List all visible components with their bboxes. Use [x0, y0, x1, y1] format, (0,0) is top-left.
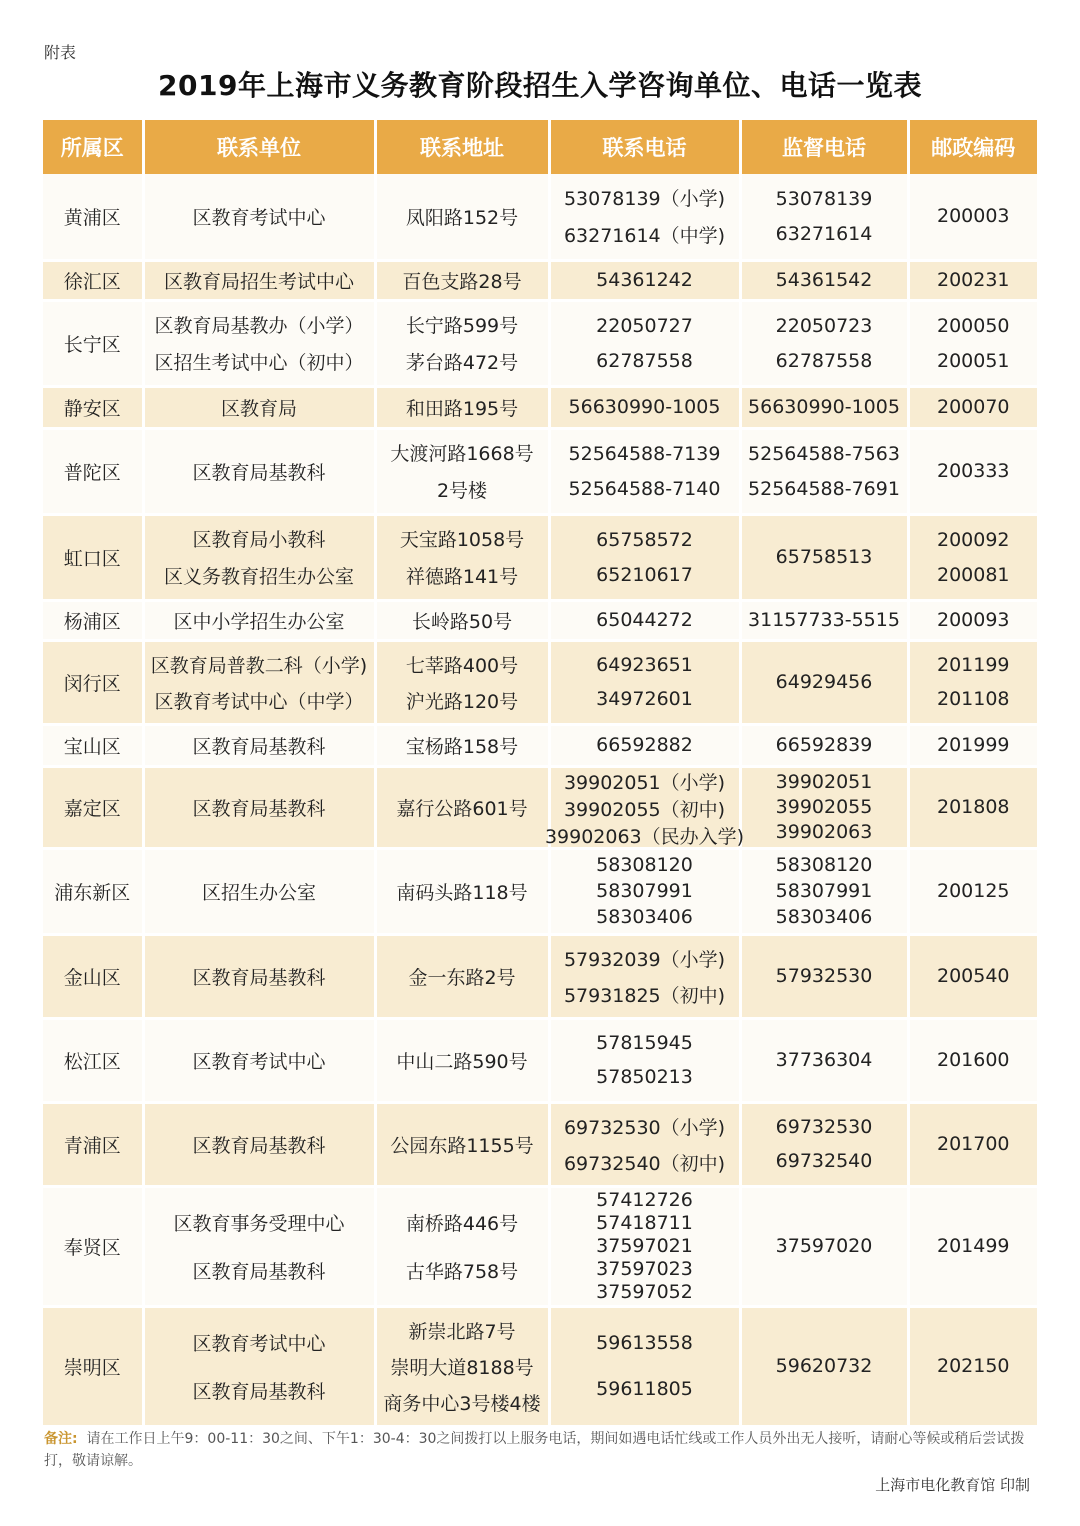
- address-cell: [375, 766, 549, 848]
- postcode-cell: [908, 724, 1037, 766]
- district-cell-text: 徐汇区: [63, 270, 121, 293]
- supervision-phone-cell-text: 22050723: [775, 314, 873, 337]
- supervision-phone-cell-text: 31157733-5515: [748, 609, 900, 631]
- unit-cell-text: 区教育局基教科: [192, 1380, 326, 1403]
- postcode-cell-text: 200051: [936, 349, 1010, 372]
- supervision-phone-cell-text: 58308120: [775, 853, 873, 876]
- address-cell-text: 嘉行公路601号: [396, 797, 528, 820]
- phone-cell-text: 58308120: [596, 853, 693, 876]
- postcode-cell-text: 201808: [936, 796, 1010, 818]
- table-row: [43, 514, 1037, 600]
- unit-cell-text: 区教育局小教科: [192, 529, 326, 552]
- phone-cell-text: 22050727: [596, 314, 693, 337]
- unit-cell: [143, 848, 375, 934]
- phone-cell-text: 39902051（小学): [563, 771, 726, 794]
- phone-cell: [544, 766, 745, 848]
- unit-cell-text: 区教育局基教科: [192, 1260, 326, 1283]
- address-cell: [375, 600, 549, 640]
- district-cell: [43, 848, 143, 934]
- postcode-cell-text: 200125: [936, 880, 1010, 902]
- phone-cell: [549, 386, 740, 428]
- address-cell-text: 茅台路472号: [405, 351, 519, 374]
- postcode-cell: [908, 934, 1037, 1018]
- postcode-cell: [908, 1306, 1037, 1426]
- postcode-cell-text: 200070: [936, 396, 1010, 418]
- table-row: [43, 934, 1037, 1018]
- district-cell: [43, 174, 143, 260]
- supervision-phone-cell: [740, 724, 908, 766]
- phone-cell-text: 34972601: [596, 688, 693, 711]
- supervision-phone-cell: [740, 848, 908, 934]
- supervision-phone-cell: [740, 260, 908, 300]
- phone-cell-text: 37597023: [596, 1258, 693, 1281]
- postcode-cell-text: 200231: [936, 269, 1010, 291]
- supervision-phone-cell-text: 54361542: [775, 269, 873, 291]
- supervision-phone-cell-text: 52564588-7691: [748, 477, 900, 500]
- supervision-phone-cell-text: 37736304: [775, 1049, 873, 1071]
- table-row: [43, 724, 1037, 766]
- address-cell-text: 古华路758号: [405, 1260, 519, 1283]
- postcode-cell-text: 202150: [936, 1355, 1010, 1377]
- unit-cell: [143, 514, 375, 600]
- supervision-phone-cell-text: 64929456: [775, 671, 873, 693]
- address-cell: [375, 514, 549, 600]
- phone-cell: [549, 428, 740, 514]
- footnote-label: 备注:: [44, 1431, 78, 1447]
- unit-cell-text: 区教育局招生考试中心: [163, 270, 354, 293]
- phone-cell-text: 59611805: [596, 1378, 693, 1401]
- supervision-phone-cell-text: 69732540: [775, 1150, 873, 1173]
- phone-cell-text: 52564588-7140: [568, 477, 721, 500]
- phone-cell-text: 65210617: [596, 563, 693, 586]
- unit-cell: [143, 1306, 375, 1426]
- unit-cell-text: 区教育局基教科: [192, 735, 326, 758]
- supervision-phone-cell: [740, 600, 908, 640]
- postcode-cell-text: 201700: [936, 1133, 1010, 1155]
- supervision-phone-cell-text: 56630990-1005: [748, 396, 900, 418]
- address-cell-text: 祥德路141号: [405, 565, 519, 588]
- phone-cell-text: 65758572: [596, 528, 693, 551]
- supervision-phone-cell-text: 69732530: [775, 1115, 873, 1138]
- postcode-cell: [908, 428, 1037, 514]
- table-row: [43, 260, 1037, 300]
- phone-cell-text: 64923651: [596, 653, 693, 676]
- postcode-cell: [908, 640, 1037, 724]
- supervision-phone-cell-text: 39902051: [775, 770, 873, 793]
- unit-cell-text: 区义务教育招生办公室: [163, 565, 354, 588]
- unit-cell: [143, 260, 375, 300]
- unit-cell: [143, 934, 375, 1018]
- supervision-phone-cell-text: 62787558: [775, 349, 873, 372]
- district-cell: [43, 1102, 143, 1186]
- postcode-cell: [908, 766, 1037, 848]
- supervision-phone-cell: [740, 1186, 908, 1306]
- unit-cell-text: 区教育局基教办（小学）: [154, 315, 364, 338]
- phone-cell-text: 53078139（小学): [563, 188, 726, 211]
- unit-cell: [143, 1018, 375, 1102]
- address-cell-text: 崇明大道8188号: [390, 1356, 534, 1379]
- unit-cell-text: 区教育考试中心: [192, 206, 326, 229]
- phone-cell: [549, 514, 740, 600]
- unit-cell-text: 区中小学招生办公室: [173, 610, 345, 633]
- supervision-phone-cell: [740, 300, 908, 386]
- supervision-phone-cell-text: 58303406: [775, 906, 873, 929]
- postcode-cell: [908, 386, 1037, 428]
- postcode-cell: [908, 514, 1037, 600]
- table-row: [43, 428, 1037, 514]
- header-supervision-phone: 监督电话: [740, 120, 908, 174]
- appendix-label: 附表: [44, 43, 77, 62]
- phone-cell-text: 39902063（民办入学): [544, 825, 745, 848]
- unit-cell: [143, 386, 375, 428]
- postcode-cell: [908, 260, 1037, 300]
- district-cell: [43, 600, 143, 640]
- supervision-phone-cell: [740, 1306, 908, 1426]
- unit-cell: [143, 640, 375, 724]
- phone-cell: [549, 260, 740, 300]
- supervision-phone-cell-text: 52564588-7563: [748, 442, 900, 465]
- supervision-phone-cell: [740, 428, 908, 514]
- postcode-cell-text: 200540: [936, 965, 1010, 987]
- table-row: [43, 600, 1037, 640]
- contact-table: [43, 120, 1037, 1428]
- unit-cell-text: 区教育局普教二科（小学): [150, 654, 368, 677]
- address-cell: [375, 386, 549, 428]
- district-cell: [43, 386, 143, 428]
- table-row: [43, 1186, 1037, 1306]
- address-cell-text: 凤阳路152号: [405, 206, 519, 229]
- postcode-cell: [908, 174, 1037, 260]
- district-cell-text: 金山区: [63, 966, 121, 989]
- postcode-cell-text: 200092: [936, 528, 1010, 551]
- district-cell: [43, 766, 143, 848]
- supervision-phone-cell-text: 39902055: [775, 796, 873, 818]
- supervision-phone-cell: [740, 640, 908, 724]
- unit-cell-text: 区教育考试中心（中学）: [154, 690, 364, 713]
- district-cell: [43, 1018, 143, 1102]
- phone-cell: [549, 1018, 740, 1102]
- unit-cell: [143, 1186, 375, 1306]
- unit-cell: [143, 174, 375, 260]
- unit-cell-text: 区教育局基教科: [192, 797, 326, 820]
- phone-cell-text: 59613558: [596, 1331, 693, 1354]
- district-cell: [43, 1306, 143, 1426]
- supervision-phone-cell: [740, 386, 908, 428]
- address-cell-text: 金一东路2号: [408, 966, 516, 989]
- unit-cell-text: 区招生考试中心（初中）: [154, 351, 364, 374]
- postcode-cell-text: 201199: [936, 653, 1010, 676]
- header-address: 联系地址: [375, 120, 549, 174]
- postcode-cell: [908, 1102, 1037, 1186]
- phone-cell-text: 65044272: [596, 609, 693, 631]
- address-cell: [375, 848, 549, 934]
- phone-cell-text: 54361242: [596, 269, 693, 291]
- district-cell-text: 奉贤区: [63, 1236, 121, 1259]
- district-cell: [43, 514, 143, 600]
- address-cell: [375, 1306, 549, 1426]
- table-row: [43, 1306, 1037, 1426]
- postcode-cell: [908, 1186, 1037, 1306]
- phone-cell: [549, 724, 740, 766]
- district-cell-text: 黄浦区: [63, 206, 121, 229]
- address-cell: [375, 300, 549, 386]
- page-title: 2019年上海市义务教育阶段招生入学咨询单位、电话一览表: [158, 69, 922, 102]
- unit-cell: [143, 1102, 375, 1186]
- phone-cell-text: 69732540（初中): [563, 1152, 726, 1175]
- supervision-phone-cell: [740, 1102, 908, 1186]
- unit-cell-text: 区教育局基教科: [192, 1134, 326, 1157]
- address-cell-text: 公园东路1155号: [390, 1134, 534, 1157]
- postcode-cell: [908, 300, 1037, 386]
- address-cell: [375, 260, 549, 300]
- supervision-phone-cell: [740, 514, 908, 600]
- district-cell-text: 闵行区: [63, 672, 121, 695]
- postcode-cell-text: 200050: [936, 314, 1010, 337]
- unit-cell-text: 区教育考试中心: [192, 1050, 326, 1073]
- address-cell-text: 长宁路599号: [405, 315, 519, 338]
- address-cell: [375, 1186, 549, 1306]
- table-row: [43, 848, 1037, 934]
- address-cell-text: 百色支路28号: [402, 270, 522, 293]
- district-cell-text: 长宁区: [63, 333, 121, 356]
- postcode-cell-text: 201499: [936, 1235, 1010, 1257]
- unit-cell-text: 区教育局基教科: [192, 966, 326, 989]
- printer-credit: 上海市电化教育馆 印制: [875, 1476, 1030, 1494]
- supervision-phone-cell: [740, 934, 908, 1018]
- header-unit: 联系单位: [143, 120, 375, 174]
- phone-cell-text: 58307991: [596, 880, 693, 902]
- phone-cell-text: 62787558: [596, 349, 693, 372]
- phone-cell: [549, 600, 740, 640]
- unit-cell-text: 区招生办公室: [201, 881, 316, 904]
- phone-cell-text: 37597052: [596, 1281, 693, 1304]
- footnote: [44, 1428, 1036, 1472]
- district-cell: [43, 300, 143, 386]
- phone-cell-text: 57418711: [596, 1211, 693, 1234]
- postcode-cell-text: 200093: [936, 609, 1010, 631]
- address-cell-text: 南桥路446号: [405, 1212, 519, 1235]
- table-row: [43, 640, 1037, 724]
- unit-cell: [143, 724, 375, 766]
- district-cell-text: 松江区: [63, 1050, 121, 1073]
- phone-cell-text: 52564588-7139: [568, 442, 721, 465]
- phone-cell-text: 58303406: [596, 906, 693, 929]
- address-cell-text: 天宝路1058号: [399, 529, 525, 552]
- district-cell-text: 青浦区: [63, 1134, 121, 1157]
- district-cell-text: 嘉定区: [63, 797, 121, 820]
- unit-cell-text: 区教育考试中心: [192, 1332, 326, 1355]
- address-cell-text: 大渡河路1668号: [390, 443, 534, 466]
- address-cell-text: 长岭路50号: [411, 610, 513, 633]
- address-cell: [375, 724, 549, 766]
- phone-cell: [549, 1102, 740, 1186]
- district-cell: [43, 724, 143, 766]
- phone-cell-text: 56630990-1005: [568, 396, 721, 418]
- district-cell: [43, 428, 143, 514]
- phone-cell-text: 63271614（中学): [563, 225, 726, 248]
- phone-cell-text: 57412726: [596, 1188, 693, 1211]
- supervision-phone-cell-text: 53078139: [775, 187, 873, 210]
- phone-cell: [549, 300, 740, 386]
- address-cell: [375, 1018, 549, 1102]
- supervision-phone-cell-text: 37597020: [775, 1235, 873, 1257]
- district-cell: [43, 260, 143, 300]
- postcode-cell-text: 201999: [936, 734, 1010, 756]
- supervision-phone-cell-text: 39902063: [775, 821, 873, 844]
- unit-cell: [143, 300, 375, 386]
- postcode-cell-text: 201108: [936, 688, 1010, 711]
- phone-cell: [549, 934, 740, 1018]
- district-cell: [43, 640, 143, 724]
- district-cell: [43, 934, 143, 1018]
- header-postcode: 邮政编码: [908, 120, 1037, 174]
- district-cell-text: 静安区: [63, 397, 121, 420]
- unit-cell: [143, 766, 375, 848]
- phone-cell-text: 57815945: [596, 1031, 693, 1054]
- district-cell-text: 普陀区: [63, 461, 121, 484]
- address-cell-text: 宝杨路158号: [405, 735, 519, 758]
- header-district: 所属区: [43, 120, 143, 174]
- postcode-cell: [908, 600, 1037, 640]
- district-cell-text: 虹口区: [63, 547, 121, 570]
- phone-cell-text: 37597021: [596, 1234, 693, 1257]
- district-cell-text: 宝山区: [63, 735, 121, 758]
- address-cell-text: 和田路195号: [405, 397, 519, 420]
- address-cell-text: 新崇北路7号: [408, 1320, 516, 1343]
- district-cell-text: 浦东新区: [54, 881, 131, 904]
- unit-cell-text: 区教育局基教科: [192, 461, 326, 484]
- postcode-cell-text: 201600: [936, 1049, 1010, 1071]
- address-cell-text: 2号楼: [436, 479, 488, 502]
- phone-cell-text: 57931825（初中): [563, 984, 726, 1007]
- district-cell-text: 崇明区: [63, 1356, 121, 1379]
- phone-cell-text: 57932039（小学): [563, 948, 726, 971]
- supervision-phone-cell-text: 65758513: [775, 546, 873, 568]
- phone-cell: [549, 1186, 740, 1306]
- supervision-phone-cell-text: 57932530: [775, 965, 873, 987]
- district-cell-text: 杨浦区: [63, 610, 121, 633]
- address-cell-text: 商务中心3号楼4楼: [383, 1392, 541, 1415]
- address-cell-text: 中山二路590号: [396, 1050, 528, 1073]
- supervision-phone-cell: [740, 766, 908, 848]
- phone-cell: [549, 174, 740, 260]
- supervision-phone-cell: [740, 174, 908, 260]
- address-cell: [375, 1102, 549, 1186]
- phone-cell: [549, 848, 740, 934]
- supervision-phone-cell-text: 58307991: [775, 880, 873, 902]
- table-row: [43, 386, 1037, 428]
- unit-cell: [143, 600, 375, 640]
- table-header-row: [43, 120, 1037, 174]
- address-cell: [375, 640, 549, 724]
- phone-cell-text: 39902055（初中): [563, 798, 726, 821]
- postcode-cell: [908, 848, 1037, 934]
- address-cell-text: 沪光路120号: [405, 690, 519, 713]
- phone-cell-text: 66592882: [596, 734, 693, 756]
- postcode-cell-text: 200003: [936, 205, 1010, 228]
- postcode-cell-text: 200081: [936, 563, 1010, 586]
- address-cell-text: 七莘路400号: [405, 654, 519, 677]
- postcode-cell: [908, 1018, 1037, 1102]
- table-row: [43, 1018, 1037, 1102]
- supervision-phone-cell-text: 59620732: [775, 1355, 873, 1377]
- phone-cell-text: 69732530（小学): [563, 1116, 726, 1139]
- phone-cell: [549, 640, 740, 724]
- table-body: [43, 174, 1037, 1426]
- table-row: [43, 1102, 1037, 1186]
- footnote-text: 请在工作日上午9：00-11：30之间、下午1：30-4：30之间拨打以上服务电话，期间如遇电话忙线或工作人员外出无人接听，请耐心等候或稍后尝试拨打，敬请谅解。: [44, 1431, 1025, 1469]
- supervision-phone-cell: [740, 1018, 908, 1102]
- supervision-phone-cell-text: 66592839: [775, 734, 873, 756]
- postcode-cell-text: 200333: [936, 460, 1010, 482]
- unit-cell-text: 区教育事务受理中心: [173, 1212, 345, 1235]
- unit-cell: [143, 428, 375, 514]
- address-cell: [375, 934, 549, 1018]
- table-row: [43, 174, 1037, 260]
- header-phone: 联系电话: [549, 120, 740, 174]
- phone-cell-text: 57850213: [596, 1066, 693, 1089]
- address-cell: [375, 174, 549, 260]
- unit-cell-text: 区教育局: [220, 397, 297, 420]
- address-cell: [375, 428, 549, 514]
- supervision-phone-cell-text: 63271614: [775, 222, 873, 245]
- table-row: [43, 300, 1037, 386]
- phone-cell: [549, 1306, 740, 1426]
- address-cell-text: 南码头路118号: [396, 881, 528, 904]
- district-cell: [43, 1186, 143, 1306]
- table-row: [43, 766, 1037, 848]
